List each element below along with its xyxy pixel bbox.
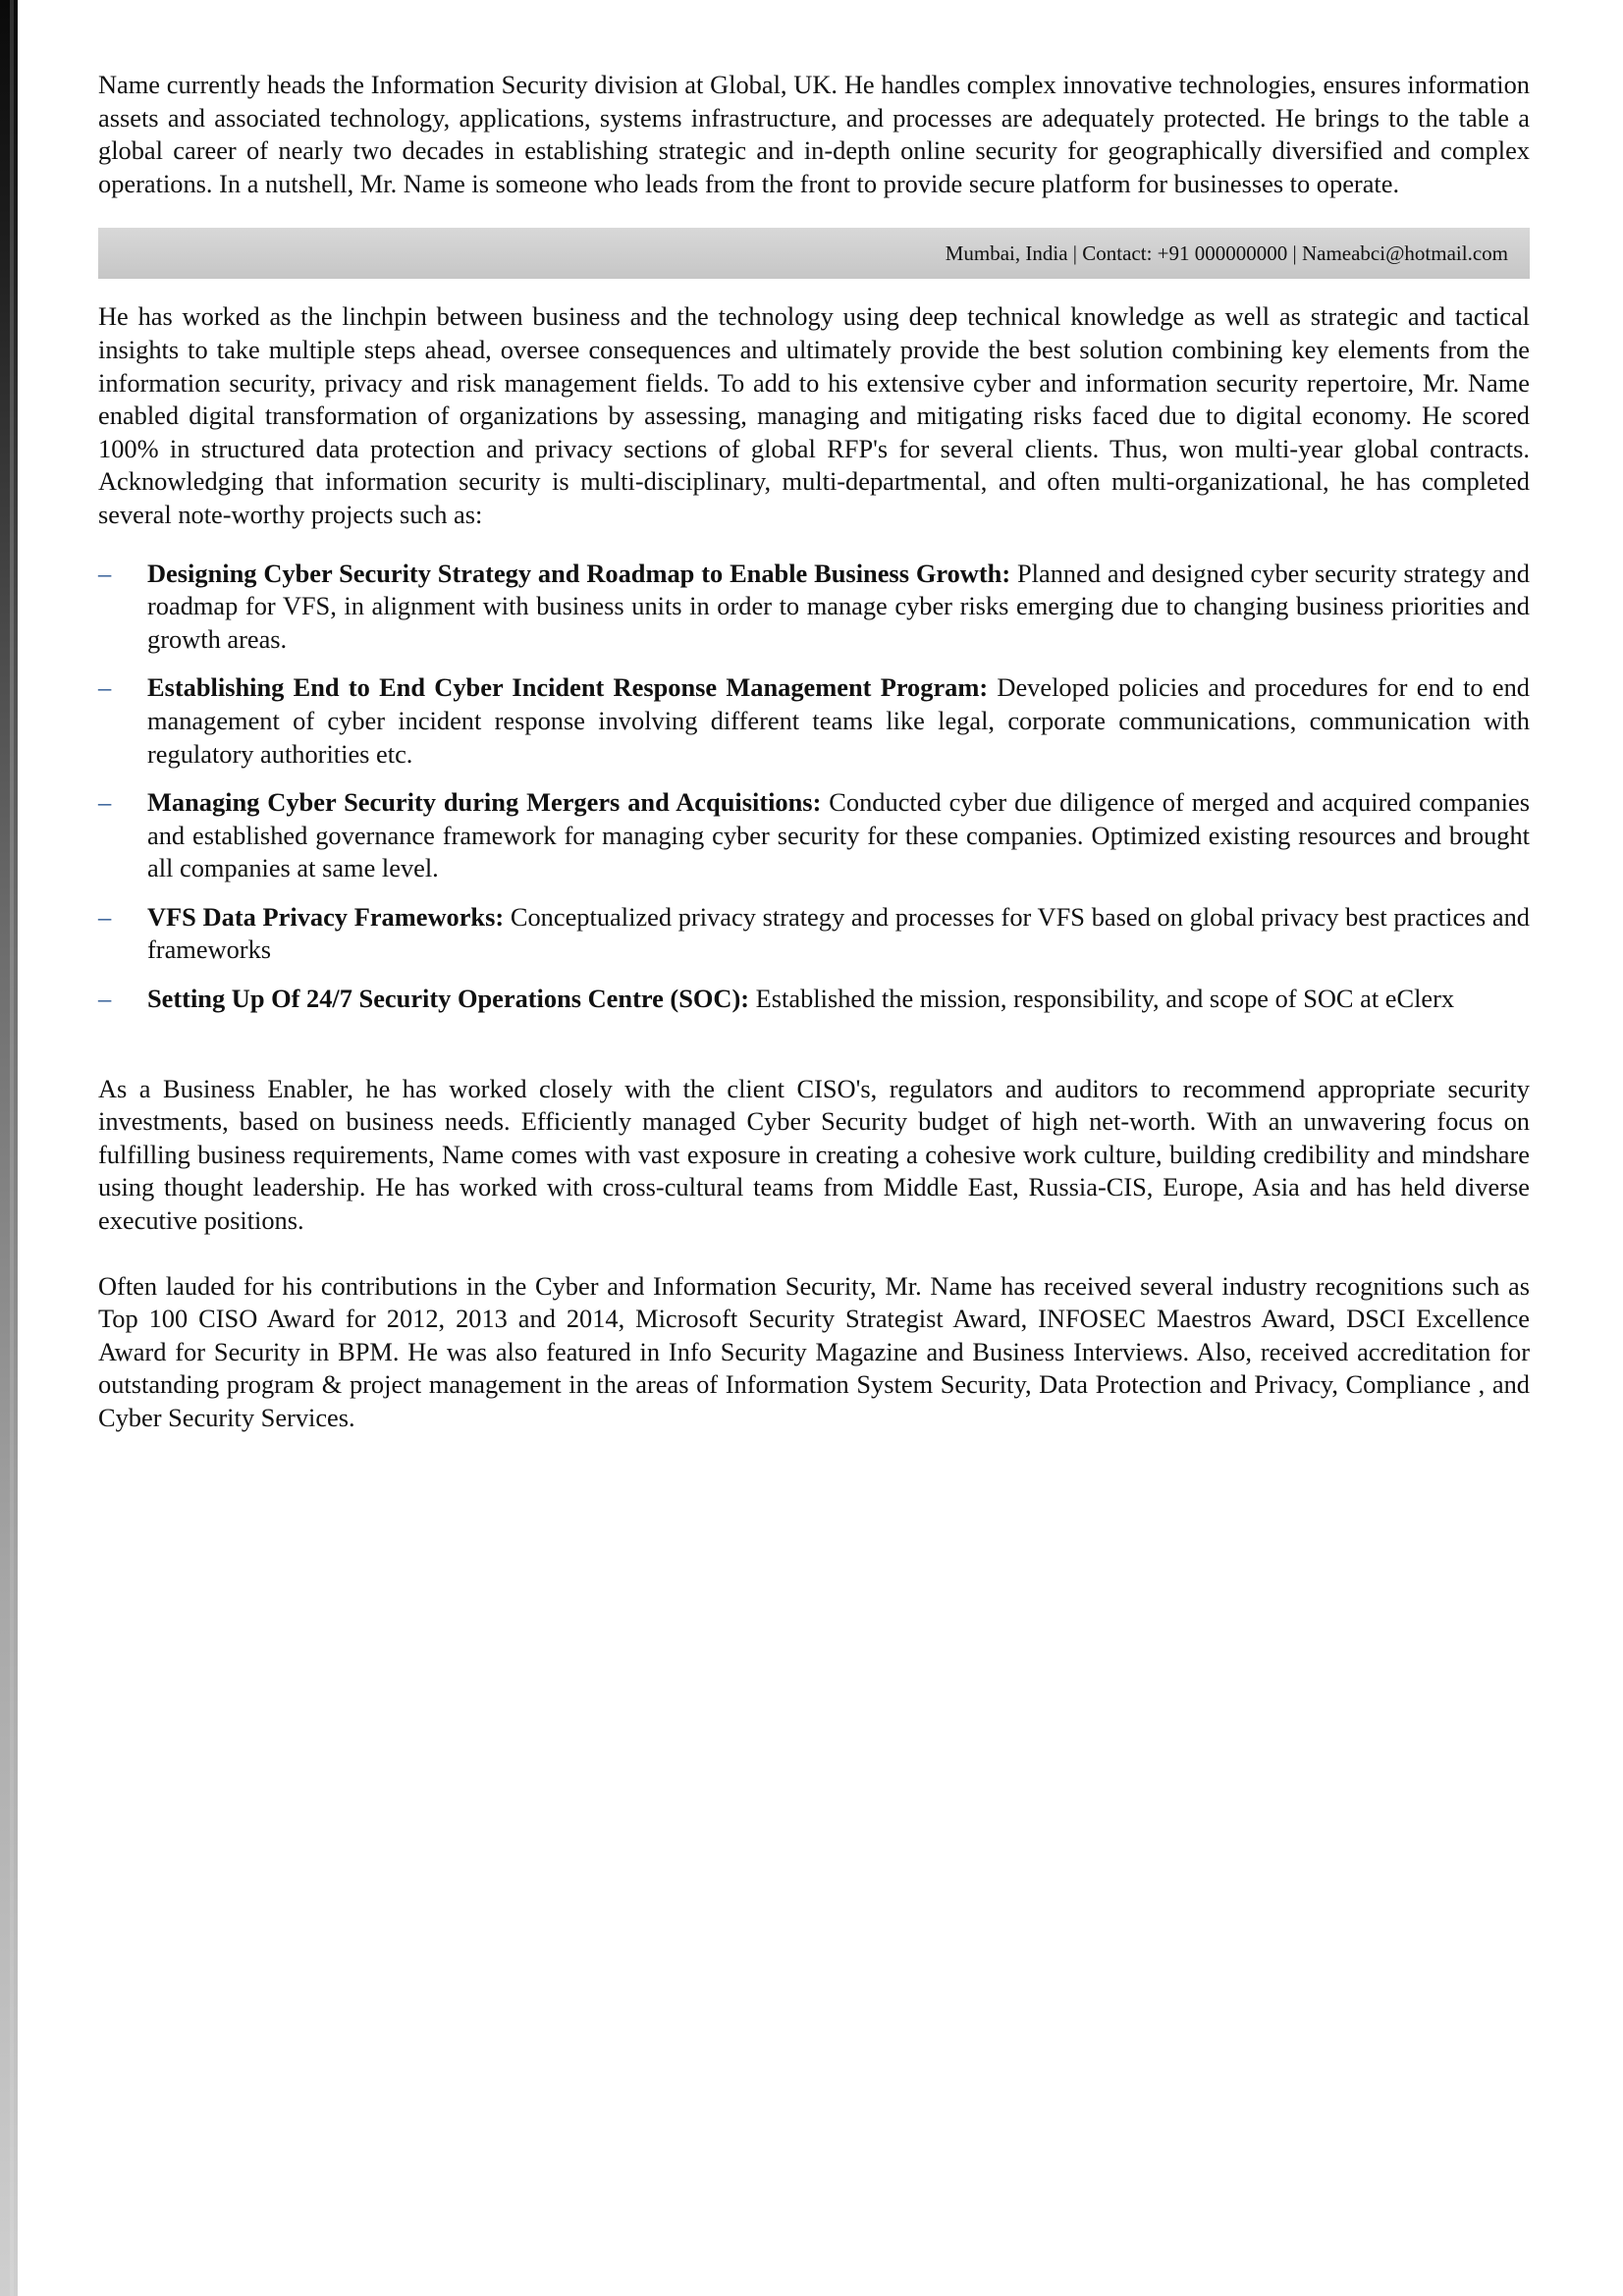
contact-phone: Contact: +91 000000000 bbox=[1082, 240, 1288, 265]
project-description: Planned and designed cyber security strategy and roadmap for VFS, in alignment with business units in order to manage cyber risks emerging due to changing business priorities and growth areas. bbox=[147, 558, 1530, 654]
contact-separator-1: | bbox=[1067, 240, 1083, 265]
intro-paragraph: Name currently heads the Information Security division at Global, UK. He handles complex innovative technologies, ensures information assets and associated technology, applications, systems infrastructure, and processes are adequately protected. He brings to the table a global career of nearly two decades in establishing strategic and in-depth online security for geographically diversified and complex operations. In a nutshell, Mr. Name is someone who leads from the front to provide secure platform for businesses to operate. bbox=[98, 70, 1530, 198]
project-title: Managing Cyber Security during Mergers and Acquisitions: bbox=[147, 787, 822, 818]
project-description: Conducted cyber due diligence of merged and acquired companies and established governance framework for managing cyber security for these companies. Optimized existing resources and brought all companies at same level. bbox=[147, 787, 1530, 883]
list-item bbox=[98, 558, 1530, 657]
project-description: Developed policies and procedures for end to end management of cyber incident response involving different teams like legal, corporate communications, communication with regulatory authorities etc. bbox=[147, 672, 1530, 769]
list-item bbox=[98, 671, 1530, 771]
list-item bbox=[98, 901, 1530, 967]
dash-bullet-icon: – bbox=[98, 901, 112, 932]
business-enabler-paragraph: As a Business Enabler, he has worked closely with the client CISO's, regulators and auditors to recommend appropriate security investments, based on business needs. Efficiently managed Cyber Security budget of high net-worth. With an unwavering focus on fulfilling business requirements, Name comes with vast exposure in creating a cohesive work culture, building credibility and mindshare using thought leadership. He has worked with cross-cultural teams from Middle East, Russia-CIS, Europe, Asia and has held diverse executive positions. bbox=[98, 1073, 1530, 1236]
project-title: Designing Cyber Security Strategy and Roadmap to Enable Business Growth: bbox=[147, 558, 1011, 588]
dash-bullet-icon: – bbox=[98, 672, 112, 703]
contact-bar bbox=[98, 228, 1530, 279]
projects-list bbox=[98, 558, 1530, 1016]
contact-separator-2: | bbox=[1287, 240, 1302, 265]
contact-location: Mumbai, India bbox=[945, 240, 1068, 265]
project-description: Established the mission, responsibility, and scope of SOC at eClerx bbox=[749, 984, 1455, 1014]
experience-paragraph: He has worked as the linchpin between business and the technology using deep technical knowledge as well as strategic and tactical insights to take multiple steps ahead, oversee consequences and ultimately provide the best solution combining key elements from the information security, privacy and risk management fields. To add to his extensive cyber and information security repertoire, Mr. Name enabled digital transformation of organizations by assessing, managing and mitigating risks faced due to digital economy. He scored 100% in structured data protection and privacy sections of global RFP's for several clients. Thus, won multi-year global contracts. Acknowledging that information security is multi-disciplinary, multi-departmental, and often multi-organizational, he has completed several note-worthy projects such as: bbox=[98, 301, 1530, 529]
document-page bbox=[98, 69, 1530, 1435]
project-title: Setting Up Of 24/7 Security Operations Centre (SOC): bbox=[147, 984, 750, 1014]
contact-email: Nameabci@hotmail.com bbox=[1301, 240, 1508, 265]
project-title: VFS Data Privacy Frameworks: bbox=[147, 901, 505, 932]
list-item bbox=[98, 983, 1530, 1016]
project-title: Establishing End to End Cyber Incident Response Management Program: bbox=[147, 672, 989, 703]
dash-bullet-icon: – bbox=[98, 558, 112, 588]
page-binding-edge bbox=[0, 0, 18, 2296]
project-description: Conceptualized privacy strategy and processes for VFS based on global privacy best practices and frameworks bbox=[147, 901, 1530, 965]
page-binding-edge-highlight bbox=[10, 0, 14, 2296]
dash-bullet-icon: – bbox=[98, 787, 112, 818]
dash-bullet-icon: – bbox=[98, 984, 112, 1014]
recognitions-paragraph: Often lauded for his contributions in the Cyber and Information Security, Mr. Name has received several industry recognitions such as Top 100 CISO Award for 2012, 2013 and 2014, Microsoft Security Strategist Award, INFOSEC Maestros Award, DSCI Excellence Award for Security in BPM. He was also featured in Info Security Magazine and Business Interviews. Also, received accreditation for outstanding program & project management in the areas of Information System Security, Data Protection and Privacy, Compliance , and Cyber Security Services. bbox=[98, 1270, 1530, 1432]
list-item bbox=[98, 786, 1530, 885]
